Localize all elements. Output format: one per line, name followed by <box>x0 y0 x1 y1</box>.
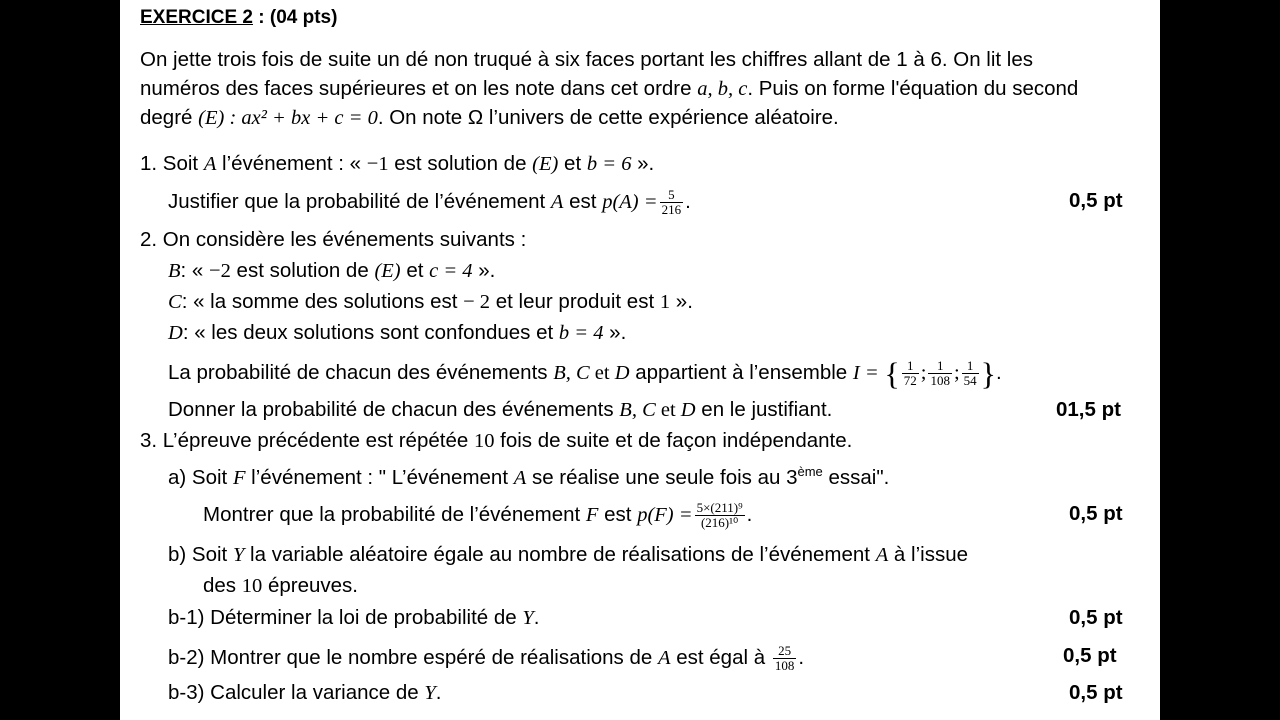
q2-b4: est solution de <box>230 259 375 282</box>
intro-math-abc: a, b, c <box>697 78 748 100</box>
q2-m5: B, C <box>553 361 590 384</box>
frac-num: 25 <box>773 644 797 659</box>
q1-t8: . <box>685 189 691 213</box>
q1-m1: A <box>203 153 217 175</box>
q2-c6: ». <box>670 290 693 313</box>
left-brace: { <box>884 355 900 392</box>
intro-text-2a: numéros des faces supérieures et on les note dans cet ordre <box>140 77 698 100</box>
q3b3-t1: b-3) Calculer la variance de <box>168 681 425 704</box>
document-page <box>120 0 1160 720</box>
q3b2-t1: b-2) Montrer que le nombre espéré de réalisations de <box>168 645 658 669</box>
q2-t5d: appartient à l’ensemble <box>629 360 853 384</box>
q1-t7: est <box>563 189 603 213</box>
q2-t5b: et <box>589 361 615 384</box>
q3b-t4: des <box>203 574 242 597</box>
q3a-line-2 <box>203 501 752 530</box>
q2-b8: ». <box>472 259 496 282</box>
q3a-line-1 <box>168 460 889 490</box>
fraction-1-108 <box>928 359 952 388</box>
q3b2-line <box>168 644 804 673</box>
q2-d3: b = 4 <box>558 322 604 344</box>
frac-den: 216 <box>661 202 682 217</box>
frac-den: 54 <box>963 373 977 388</box>
q2-event-d <box>168 321 626 345</box>
frac-den: 108 <box>774 658 795 673</box>
q3a-m3: F <box>585 503 599 526</box>
q2-b5: (E) <box>374 260 401 282</box>
q3b2-t2: est égal à <box>670 645 771 669</box>
q3a-m1: F <box>232 466 246 489</box>
q2-line-6 <box>168 398 832 422</box>
q3a-t7: . <box>746 502 753 526</box>
frac-num: 1 <box>962 359 979 374</box>
q1-m3: (E) <box>532 153 559 175</box>
q2-t6a: Donner la probabilité de chacun des événements <box>168 398 620 421</box>
q1-t6: Justifier que la probabilité de l’événement <box>168 189 551 213</box>
q2-b1: B <box>168 260 181 282</box>
intro-text-1: On jette trois fois de suite un dé non truqué à six faces portant les chiffres allant de 1 à 6. On lit les <box>140 48 1034 71</box>
q2-c3: − 2 <box>463 291 491 313</box>
frac-den: 108 <box>930 373 950 388</box>
q3b-m1: Y <box>232 544 245 566</box>
q2-b3: −2 <box>209 260 231 282</box>
q3a-t6: est <box>598 502 638 526</box>
q1-points: 0,5 pt <box>1069 189 1123 212</box>
q3b3-line <box>168 681 441 705</box>
q3a-t1: a) Soit <box>168 465 233 489</box>
q1-line-1 <box>140 152 654 176</box>
q3b-m2: A <box>875 544 889 566</box>
fraction-5-216 <box>660 188 684 217</box>
frac-num: 5 <box>660 188 684 203</box>
q3a-m2: A <box>513 466 527 489</box>
q2-d1: D <box>168 322 183 344</box>
exercise-points: : (04 pts) <box>258 7 338 28</box>
q3-m1: 10 <box>473 430 495 452</box>
q3b-t3: à l’issue <box>888 543 968 566</box>
intro-line-3 <box>140 106 839 130</box>
q2-t1: 2. On considère les événements suivants : <box>140 228 527 251</box>
q3-line-1 <box>140 429 852 453</box>
q2-c4: et leur produit est <box>490 290 660 313</box>
separator: ; <box>920 361 927 384</box>
exercise-title-label: EXERCICE 2 <box>140 7 253 28</box>
q2-b2: : « <box>180 259 210 282</box>
q3b-t5: épreuves. <box>262 574 358 597</box>
q3b2-points: 0,5 pt <box>1063 644 1117 667</box>
q1-t4: et <box>558 152 587 175</box>
intro-text-3a: degré <box>140 106 199 129</box>
q2-d2: : « les deux solutions sont confondues et <box>182 321 559 344</box>
q1-line-2 <box>168 188 691 217</box>
fraction-25-108 <box>773 644 797 673</box>
frac-den: (216)¹⁰ <box>700 515 739 530</box>
q2-c5: 1 <box>659 291 671 313</box>
exercise-title <box>140 6 337 30</box>
q2-c1: C <box>168 291 182 313</box>
q1-m6: p(A) = <box>602 190 658 213</box>
q1-t1: 1. Soit <box>140 152 204 175</box>
fraction-pf <box>695 501 745 530</box>
intro-equation: (E) : ax² + bx + c = 0 <box>198 107 378 129</box>
frac-num: 5×(211)⁹ <box>696 500 743 515</box>
q2-b7: c = 4 <box>429 260 473 282</box>
q3a-sup: ème <box>797 464 823 479</box>
q2-d4: ». <box>603 321 627 344</box>
intro-text-3b: . On note Ω l’univers de cette expérience aléatoire. <box>377 106 839 129</box>
right-brace: } <box>980 355 997 392</box>
q3b-t2: la variable aléatoire égale au nombre de réalisations de l’événement <box>244 543 876 566</box>
q3b3-m1: Y <box>424 682 436 704</box>
intro-line-1 <box>140 48 1033 72</box>
q3a-t5: Montrer que la probabilité de l’événement <box>203 502 586 526</box>
q1-m2: −1 <box>366 153 389 175</box>
intro-line-2 <box>140 77 1078 101</box>
q2-c2: : « la somme des solutions est <box>181 290 464 313</box>
q1-t5: ». <box>631 152 655 175</box>
q2-m6: B, C <box>619 399 656 421</box>
q2-b6: et <box>400 259 430 282</box>
q3b1-points: 0,5 pt <box>1069 606 1123 629</box>
q1-t2: l’événement : « <box>216 152 367 175</box>
q3a-t4: essai". <box>822 465 890 489</box>
q1-m5: A <box>550 190 564 213</box>
q2-set-i: I = <box>852 361 879 384</box>
q3b2-m1: A <box>658 646 671 669</box>
q3b1-line <box>168 606 540 630</box>
frac-num: 1 <box>902 359 919 374</box>
intro-text-2b: . Puis on forme l'équation du second <box>747 77 1079 100</box>
fraction-1-54 <box>962 359 979 388</box>
q3a-m4: p(F) = <box>637 503 693 526</box>
q3b2-t3: . <box>798 645 805 669</box>
period: . <box>996 360 1002 384</box>
frac-num: 1 <box>928 359 952 374</box>
q1-m4: b = 6 <box>586 153 632 175</box>
q3a-t3: se réalise une seule fois au 3 <box>526 465 798 489</box>
q3b3-t2: . <box>435 681 442 704</box>
q3b3-points: 0,5 pt <box>1069 681 1123 704</box>
q2-line-5 <box>168 355 1002 392</box>
q3a-t2: l’événement : " L’événement <box>245 465 514 489</box>
q2-m5c: D <box>614 361 630 384</box>
q2-t6b: et <box>655 399 681 421</box>
q1-t3: est solution de <box>388 152 533 175</box>
q3b1-m1: Y <box>522 607 534 629</box>
q2-line-1 <box>140 228 526 252</box>
q3b-t1: b) Soit <box>168 543 233 566</box>
q2-event-c <box>168 290 693 314</box>
q3-t1b: fois de suite et de façon indépendante. <box>494 429 853 452</box>
q2-m6c: D <box>680 399 696 421</box>
q3a-points: 0,5 pt <box>1069 502 1123 525</box>
q2-event-b <box>168 259 495 283</box>
q3b-m3: 10 <box>241 575 263 597</box>
q3b-line-2 <box>203 574 358 598</box>
fraction-1-72 <box>902 359 919 388</box>
q2-t6d: en le justifiant. <box>695 398 833 421</box>
q3b1-t1: b-1) Déterminer la loi de probabilité de <box>168 606 523 629</box>
q2-points: 01,5 pt <box>1056 398 1121 421</box>
q3-t1a: 3. L’épreuve précédente est répétée <box>140 429 474 452</box>
frac-den: 72 <box>903 373 917 388</box>
separator: ; <box>953 361 960 384</box>
q3b-line-1 <box>168 543 968 567</box>
q2-t5a: La probabilité de chacun des événements <box>168 360 554 384</box>
q3b1-t2: . <box>533 606 540 629</box>
